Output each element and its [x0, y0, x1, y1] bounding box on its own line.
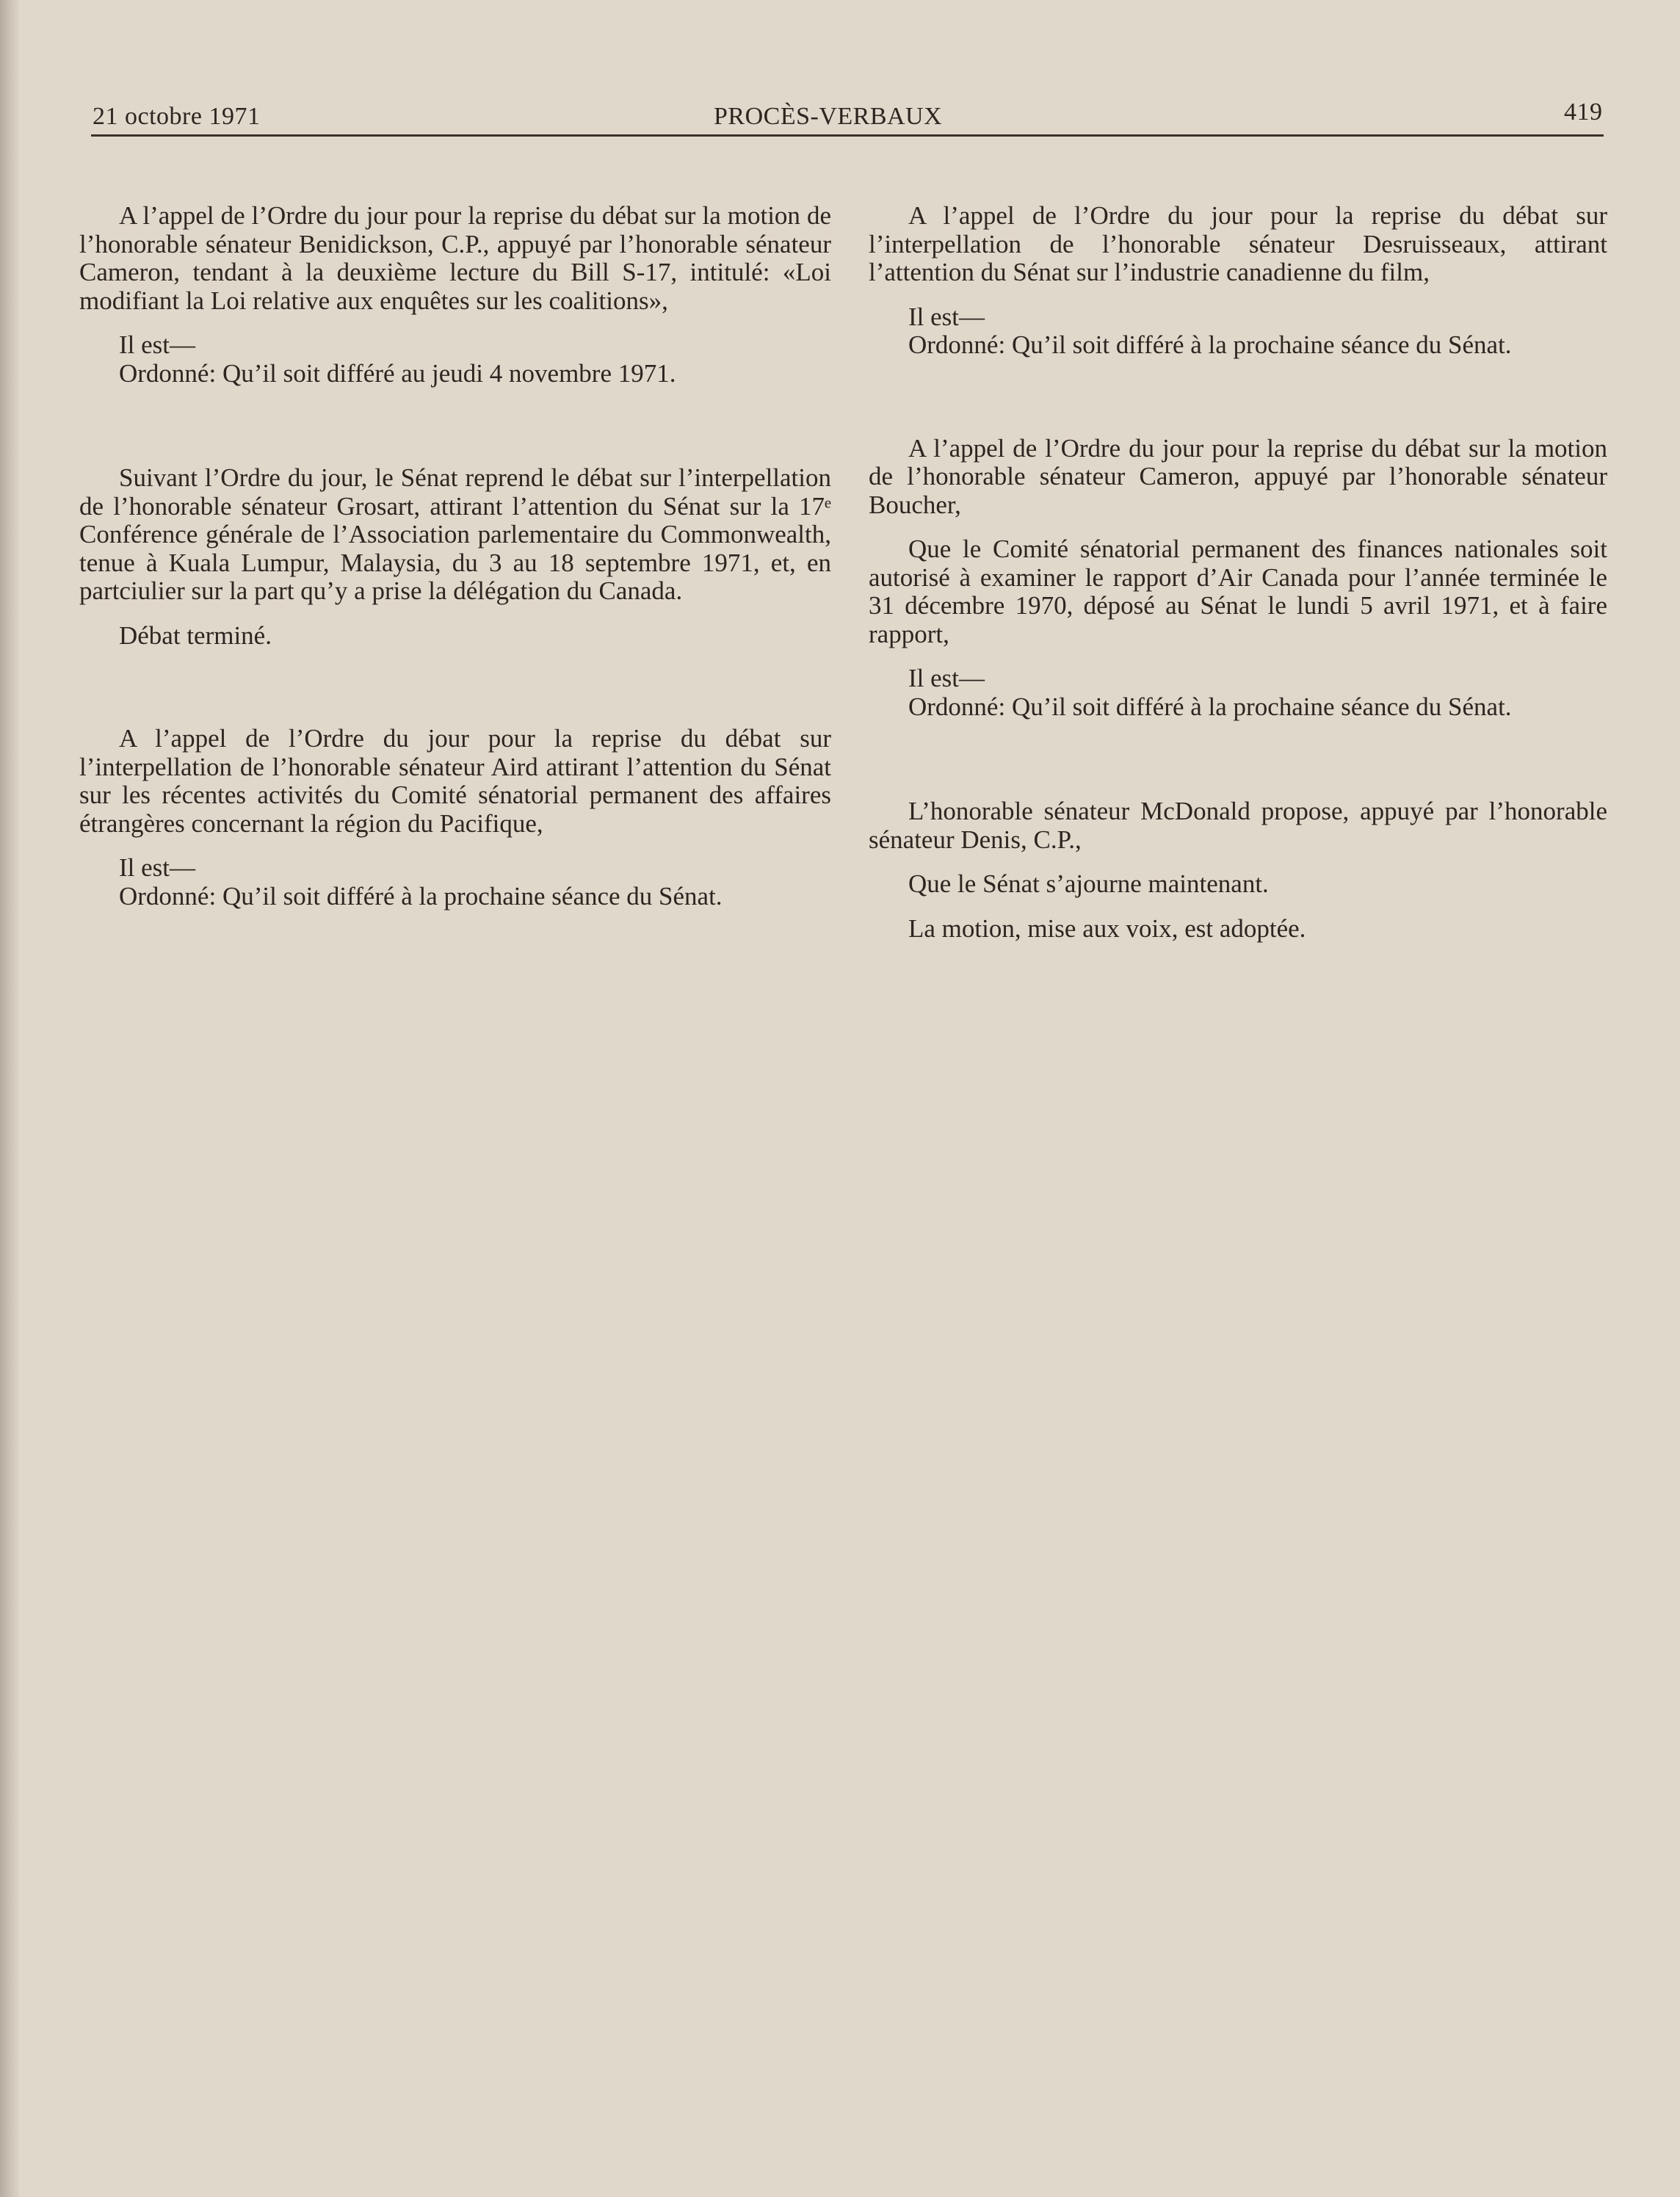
paragraph: Ordonné: Qu’il soit différé à la prochaine séance du Sénat. [908, 330, 1512, 359]
paragraph: Il est— [908, 302, 985, 331]
paragraph: Ordonné: Qu’il soit différé au jeudi 4 novembre 1971. [119, 358, 676, 388]
right-entry-1 [869, 202, 1607, 360]
right-column [869, 202, 1607, 943]
page-number: 419 [1564, 98, 1603, 126]
paragraph: Il est— [908, 664, 985, 692]
left-entry-2 [79, 464, 831, 650]
paragraph: L’honorable sénateur McDonald propose, appuyé par l’honorable sénateur Denis, C.P., [869, 797, 1607, 854]
paragraph: Ordonné: Qu’il soit différé à la prochaine séance du Sénat. [119, 881, 723, 911]
paragraph: Ordonné: Qu’il soit différé à la prochaine séance du Sénat. [908, 692, 1512, 721]
left-column [79, 202, 831, 911]
paragraph: Il est— [119, 853, 196, 882]
left-entry-3 [79, 725, 831, 911]
paragraph: Que le Comité sénatorial permanent des finances nationales soit autorisé à examiner le rapport d’Air Canada pour l’année terminée le 31 décembre 1970, déposé au Sénat le lundi 5 avril 1971, et à faire rapport, [869, 535, 1607, 648]
right-entry-3 [869, 797, 1607, 943]
header-date: 21 octobre 1971 [93, 103, 261, 130]
header-title: PROCÈS-VERBAUX [714, 103, 943, 130]
right-entry-2 [869, 435, 1607, 722]
paragraph: Il est— [119, 330, 196, 359]
paragraph: Que le Sénat s’ajourne maintenant. [908, 869, 1269, 898]
paragraph: La motion, mise aux voix, est adoptée. [908, 913, 1306, 943]
header-rule [91, 134, 1604, 137]
paragraph: A l’appel de l’Ordre du jour pour la reprise du débat sur la motion de l’honorable sénateur Cameron, appuyé par l’honorable sénateur Boucher, [869, 433, 1607, 519]
paragraph: Suivant l’Ordre du jour, le Sénat reprend le débat sur l’interpellation de l’honorable sénateur Grosart, attirant l’attention du Sénat sur la 17ᵉ Conférence générale de l’Association parlementaire du Commonwealth, tenue à Kuala Lumpur, Malaysia, du 3 au 18 septembre 1971, et, en partciulier sur la part qu’y a prise la délégation du Canada. [79, 463, 831, 605]
paragraph: A l’appel de l’Ordre du jour pour la reprise du débat sur l’interpellation de l’honorable sénateur Aird attirant l’attention du Sénat sur les récentes activités du Comité sénatorial permanent des affaires étrangères concernant la région du Pacifique, [79, 724, 831, 838]
left-entry-1 [79, 202, 831, 388]
paragraph: Débat terminé. [119, 620, 272, 650]
paragraph: A l’appel de l’Ordre du jour pour la reprise du débat sur la motion de l’honorable sénateur Benidickson, C.P., appuyé par l’honorable sénateur Cameron, tendant à la deuxième lecture du Bill S-17, intitulé: «Loi modifiant la Loi relative aux enquêtes sur les coalitions», [79, 201, 831, 315]
paragraph: A l’appel de l’Ordre du jour pour la reprise du débat sur l’interpellation de l’honorable sénateur Desruisseaux, attirant l’attention du Sénat sur l’industrie canadienne du film, [869, 201, 1607, 286]
